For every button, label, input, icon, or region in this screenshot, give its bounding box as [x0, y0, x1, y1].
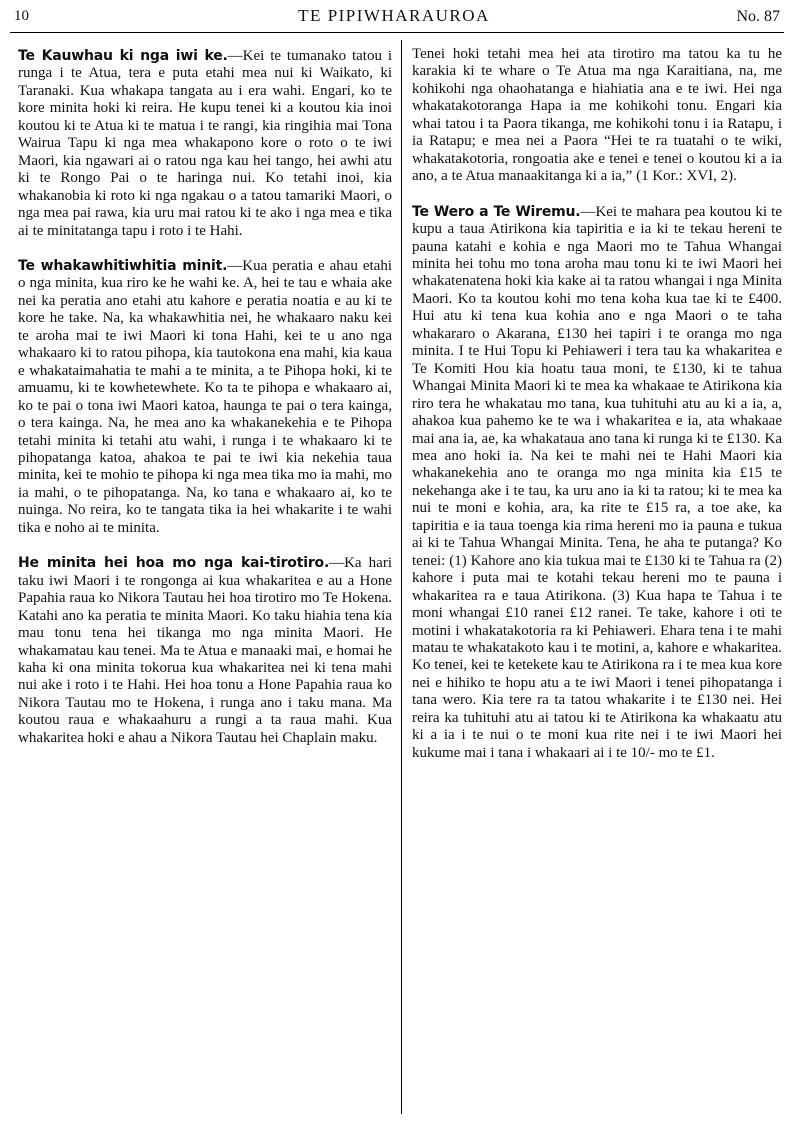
article-body: —Ka hari taku iwi Maori i te rongonga ai kua whakaritea e au a Hone Papahia raua ko Nikora Tautau hei hoa tirotiro mo Te Hokena. Katahi ano ka peratia te minita Maori. Ko taku hiahia tena kia mau tonu tena hei tikanga mo nga minita Maori. He whakamatau kau tenei. Ma te Atua e manaaki mai, e homai he kaha ki ona minita tokorua kua whakaritea nei ki tena mahi nui ake i roto i te Hahi. Hei hoa tonu a Hone Papahia raua ko Nikora Tautau mo te Hokena, i runga ano i taku mana. Ma koutou raua e whakaahuru a rungi a ta raua mahi. Kua whakaritea hoki e ahau a Nikora Tautau hei Chaplain maku. [18, 555, 393, 746]
article-heading: Te whakawhitiwhitia minit. [18, 257, 228, 274]
article-body: —Kua peratia e ahau etahi o nga minita, kua riro ke he wahi ke. A, hei te tau e whaia ake nei ka peratia ano etahi atu kahore e peratia noatia e au ki te kore he take. Na, ka whakawhitia nei, he whakaaro naku kei te aroha mai te iwi Maori ki tona Hahi, kei te u ano nga whakaaro ki to ratou pihopa, kia tautokona ena mahi, kia kaua e whakataimahatia te mahi a te minita, a te Pihopa hoki, ki te amuamu, ki te kowhetewhete. Ko ta te pihopa e whakaaro ai, ko te pai o tona iwi Maori katoa, haunga te pai o tera kainga, o tera kainga. Na, he mea ano ka whakanekehia e te Pihopa tetahi minita ki tetahi atu wahi, i runga i te whakaaro ki te pihopatanga katoa, ahakoa te pai te iwi kia nekehia taua minita, kei te mohio te pihopa ki nga mea tika mo ia mahi, mo ia mahi, o te pihopatanga. Na, ko tana e whakaaro ai, ko te nuinga. No reira, ko te tangata tika ia hei whakarite i te wahi tika e noho ai te minita. [18, 257, 392, 536]
page-number: 10 [14, 8, 29, 24]
article-minita-hoa [18, 555, 392, 747]
article-body: —Kei te tumanako tatou i runga i te Atua, tera e puta etahi mea nui ki Waikato, ki Taranaki. Kua whakapa tangata au i era wahi. Engari, ko te kore minita hoki ki reira. He kupu tenei ki a koutou kia inoi koutou ki te Atua ki te matua i te rangi, kia ringihia mai Tona Wairua Tapu ki nga mea whakapono kore o roto o te iwi Maori, kia ngawari ai o ratou nga kau hei tango, hei awhi atu ki te Rongo Pai o te haringa nui. Ko tetahi inoi, kia whakanobia ki roto ki nga ngakau o a tatou tamariki Maori, o nga mea pai rawa, kia uru mai ratou ki te ako i nga mea e tika ai te minitatanga tapu i roto i te Hahi. [18, 48, 392, 239]
article-heading: Te Wero a Te Wiremu. [412, 203, 581, 220]
article-heading: Te Kauwhau ki nga iwi ke. [18, 48, 228, 64]
column-divider [401, 40, 402, 1114]
article-kauwhau [18, 48, 392, 240]
running-title: TE PIPIWHARAUROA [298, 6, 490, 25]
article-body: —Kei te mahara pea koutou ki te kupu a taua Atirikona kia tapiritia e ia ki te tekau hereni te pauna katahi e kohia e nga Maori mo te Tahua Whangai minita hei tohu mo tona aroha mau tonu ki te iwi Maori hei whakatenatena hoki kia kake ai ta ratou whangai i nga Minita Maori. Ko ta koutou kohi mo tena koha kua tae ki te £400. Hui atu ki tena kua kohia ano e nga Maori o te taha whakararo o Akarana, £130 hei tapiri i te oranga mo nga minita. I te Hui Topu ki Pehiaweri i tera tau ka whakaritea e Te Komiti Hou kia hoatu taua moni, te £130, ki te tahua Whangai Minita Maori ki te mea ka whakaae te Atirikona kia riro tera he whakatau mo tana, kua tuhituhi atu au ki a ia, a, ahakoa kua pahemo ke te wa i whakaritea e ia, ata whakaae mai ana ia, ae, ka whakataua ano tana ki runga ki te £130. Ka mea ano hoki ia. Na kei te mahi nei te Hahi Maori kia whakanekehia ano te oranga mo nga minita kia £15 te nekehanga ake i te tau, ka uru ano ia ki ta ratou; ki te mea ka nui te moni e kohia, ara, ka rite te £15 ra, a toe ake, ka tapiritia e ia taua toenga kia rima hereni mo ia pauna e tukua ai ki te Tahua Whangai Minita. Tena, he aha te putanga? Ko tenei: (1) Kahore ano kia tukua mai te £130 ki te Tahua ra (2) kahore i puta mai te kotahi tekau hereni mo te pauna i whakaritea ra e taua Atirikona. (3) Kua hapa te Tahua i te moni whangai £10 ranei £12 ranei. Te take, kahore i oti te motini i whakatakotoria ra ki Pehiaweri. Ehara tena i te mahi matau te whakatakoto kau i te motini, a, kahore e whakaritea. Ko tenei, kei te ketekete kau te Atirikona ra i te mea kua kore nei e hihiko te hopu atu a te iwi Maori i tenei pihopatanga i tana wero. Kia tere ra ta tatou whakarite i te £130 nei. Hei reira ka tuhituhi atu ai tatou ki te Atirikona ka whakaatu atu ki a ia i te nui o te moni kua rite nei i te iwi Maori hei kukume mai i tana i whakaari ai i te 10/- mo te £1. [412, 203, 782, 761]
page-header [0, 0, 788, 34]
issue-number: No. 87 [736, 8, 780, 25]
article-whakawhitiwhitia [18, 258, 392, 537]
header-rule [10, 32, 784, 33]
article-heading: He minita hei hoa mo nga kai-tirotiro. [18, 555, 330, 572]
article-continuation [412, 46, 782, 186]
article-wero [412, 204, 782, 763]
left-column [18, 48, 392, 765]
right-column [412, 46, 782, 780]
article-body: Tenei hoki tetahi mea hei ata tirotiro ma tatou ka tu he karakia ki te whare o Te Atua ma nga Karaitiana, na, me kohikohi nga ohaohatanga e hiahiatia ana e te iwi. Hei nga whakatakotoranga Hapa ia me kohikohi tonu. Engari kia whai tatou i ta Paora tikanga, me kohikohi tonu i ia Ratapu, i ia Ratapu; e mea nei a Paora “Hei te ra tuatahi o te wiki, whakatakotoria, rongoatia ake e tenei e tenei o koutou ki a ia ano, a te Atua manaakitanga ki a ia,” (1 Kor.: XVI, 2). [412, 46, 782, 185]
